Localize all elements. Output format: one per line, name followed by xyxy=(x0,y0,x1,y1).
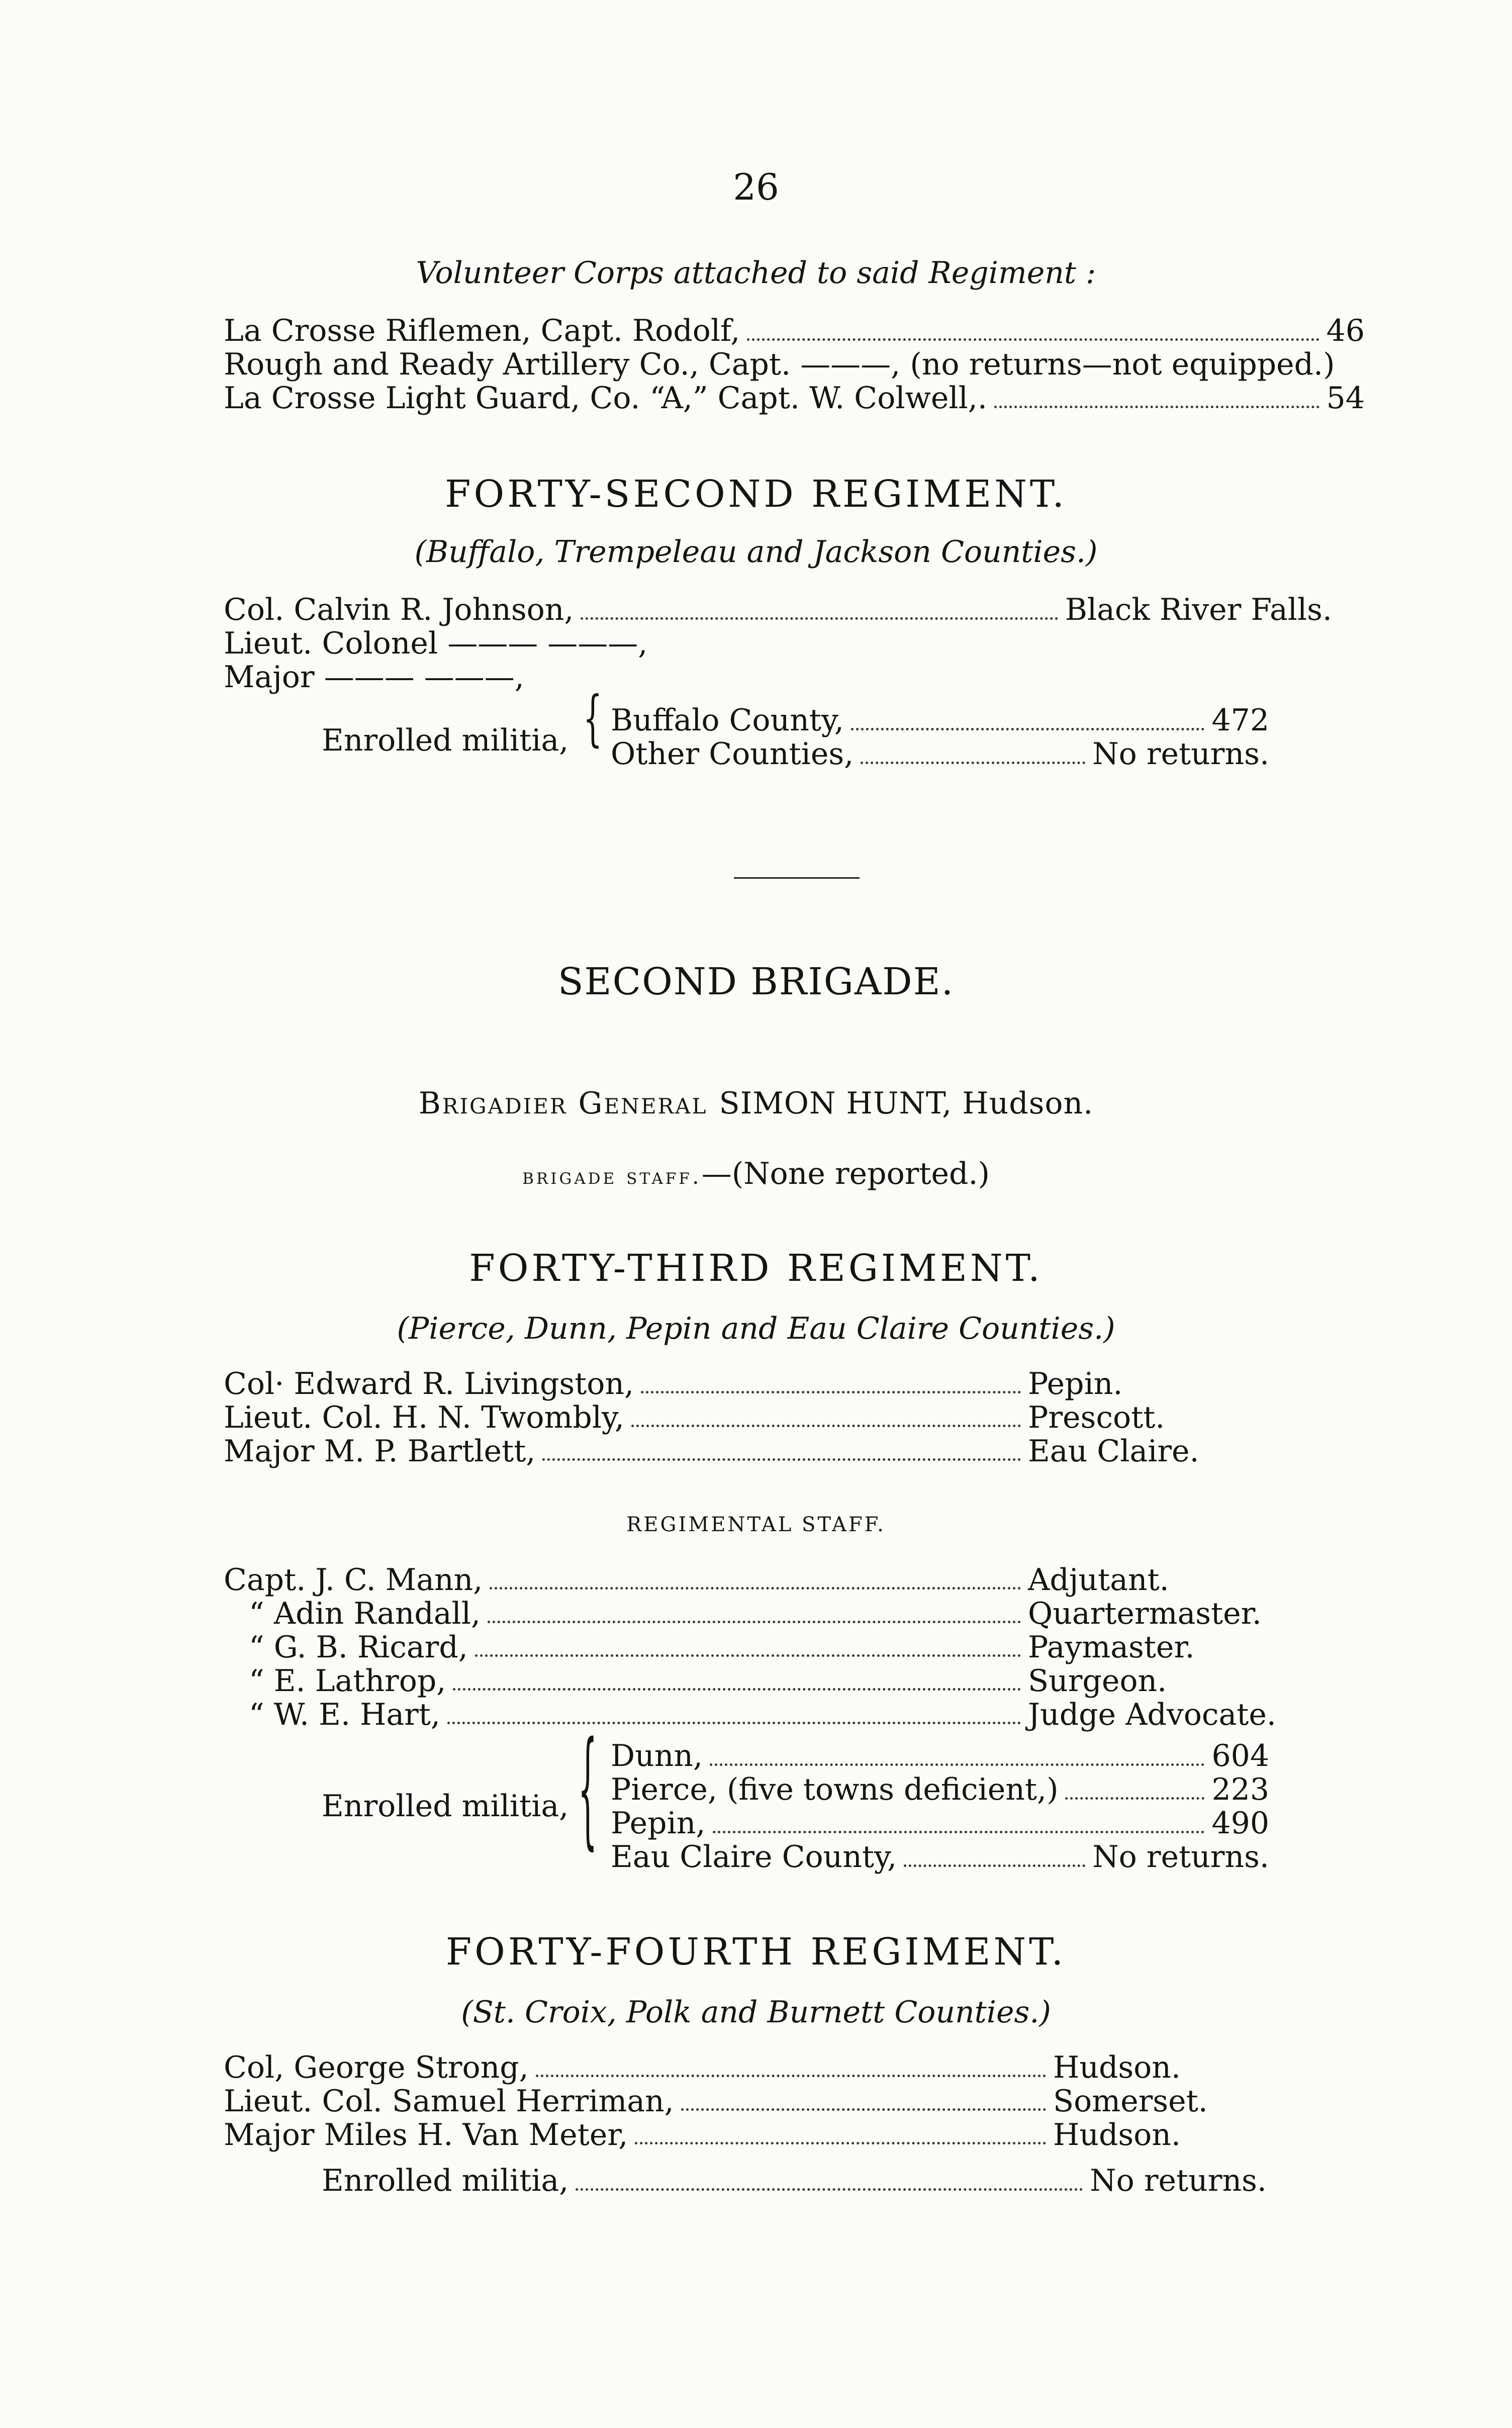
militia-count: No returns. xyxy=(1090,2163,1267,2198)
volunteer-value: 54 xyxy=(1326,381,1365,416)
officer-name: Major Miles H. Van Meter, xyxy=(224,2117,628,2153)
dot-leader xyxy=(581,617,1058,620)
officer-row xyxy=(224,2118,1194,2152)
officer-place: Hudson. xyxy=(1053,2050,1181,2085)
staff-row xyxy=(249,1698,1304,1731)
staff-role: Surgeon. xyxy=(1028,1663,1167,1699)
officer-row xyxy=(224,1434,1199,1469)
officer-name: Col. Calvin R. Johnson, xyxy=(224,592,574,627)
dot-leader xyxy=(681,2085,1046,2111)
dot-leader xyxy=(447,1698,1021,1724)
brigade-general xyxy=(0,1086,1512,1121)
officer-row xyxy=(224,1400,1165,1435)
volunteer-label: La Crosse Riflemen, Capt. Rodolf, xyxy=(224,313,740,348)
dot-leader xyxy=(994,406,1319,408)
staff-name: “ W. E. Hart, xyxy=(249,1697,440,1732)
militia-count: 490 xyxy=(1211,1806,1269,1841)
staff-label: brigade staff. xyxy=(522,1164,702,1189)
volunteer-heading: Volunteer Corps attached to said Regiment : xyxy=(416,255,1096,291)
officer-place: Eau Claire. xyxy=(1028,1434,1199,1469)
general-name: SIMON HUNT, Hudson. xyxy=(719,1086,1094,1121)
staff-role: Adjutant. xyxy=(1028,1562,1169,1598)
volunteer-label: Rough and Ready Artillery Co., Capt. ———, (no returns—not equipped.) xyxy=(224,347,1335,382)
regiment-counties: (Buffalo, Trempeleau and Jackson Counties.) xyxy=(414,534,1098,570)
officer-entry xyxy=(224,2085,1053,2118)
officer-row xyxy=(224,593,1332,627)
dot-leader xyxy=(641,1367,1021,1393)
militia-count: 472 xyxy=(1211,703,1269,738)
dot-leader xyxy=(453,1664,1021,1691)
staff-entry xyxy=(249,1664,1028,1698)
dot-leader xyxy=(904,1864,1085,1867)
militia-county: Pepin, xyxy=(611,1806,706,1841)
staff-entry xyxy=(249,1597,1028,1630)
dot-leader xyxy=(861,762,1085,764)
regiment-title: FORTY-SECOND REGIMENT. xyxy=(445,473,1067,516)
dot-leader xyxy=(747,338,1319,341)
dot-leader xyxy=(710,1763,1204,1766)
staff-entry xyxy=(249,1631,1028,1664)
staff-name: “ G. B. Ricard, xyxy=(249,1630,468,1665)
officer-name: Major M. P. Bartlett, xyxy=(224,1434,536,1469)
staff-row xyxy=(249,1631,1279,1664)
officer-place: Pepin. xyxy=(1028,1366,1123,1402)
dot-leader xyxy=(576,2188,1083,2191)
militia-count: 604 xyxy=(1211,1738,1269,1773)
militia-row xyxy=(322,2164,1267,2198)
militia-count: No returns. xyxy=(1092,736,1269,772)
dot-leader xyxy=(488,1597,1021,1623)
staff-name: Capt. J. C. Mann, xyxy=(224,1562,483,1598)
militia-label: Enrolled militia, xyxy=(322,723,569,758)
staff-name: “ Adin Randall, xyxy=(249,1596,481,1631)
volunteer-row xyxy=(224,382,1365,415)
regiment-counties: (St. Croix, Polk and Burnett Counties.) xyxy=(461,1995,1051,2030)
regiment-title: FORTY-FOURTH REGIMENT. xyxy=(445,1930,1067,1974)
officer-entry xyxy=(224,2051,1053,2084)
brace: { xyxy=(578,1716,598,1863)
dot-leader xyxy=(490,1563,1021,1590)
dot-leader xyxy=(1065,1797,1204,1800)
dot-leader xyxy=(475,1631,1021,1657)
officer-place: Prescott. xyxy=(1028,1400,1165,1435)
officer-entry xyxy=(224,1435,1028,1468)
staff-row xyxy=(249,1597,1279,1630)
section-divider xyxy=(734,877,860,879)
officer-name: Major ——— ———, xyxy=(224,660,524,695)
dot-leader xyxy=(542,1435,1021,1461)
officer-entry xyxy=(224,1401,1028,1434)
brigade-title: SECOND BRIGADE. xyxy=(557,960,955,1003)
staff-entry xyxy=(249,1698,1028,1731)
dot-leader xyxy=(631,1401,1021,1427)
staff-entry xyxy=(224,1563,1028,1597)
militia-county: Dunn, xyxy=(611,1738,703,1773)
officer-place: Black River Falls. xyxy=(1065,592,1332,627)
militia-county: Other Counties, xyxy=(611,736,854,772)
officer-name: Lieut. Col. Samuel Herriman, xyxy=(224,2084,674,2119)
staff-row xyxy=(224,1563,1279,1597)
staff-role: Quartermaster. xyxy=(1028,1596,1262,1631)
militia-row xyxy=(611,1807,1269,1840)
militia-count: No returns. xyxy=(1092,1839,1269,1875)
militia-label: Enrolled militia, xyxy=(322,2163,569,2198)
dot-leader xyxy=(713,1831,1205,1833)
staff-name: “ E. Lathrop, xyxy=(249,1663,446,1699)
militia-county: Pierce, (five towns deficient,) xyxy=(611,1772,1059,1807)
staff-row xyxy=(249,1664,1279,1698)
officer-name: Col· Edward R. Livingston, xyxy=(224,1366,634,1402)
volunteer-value: 46 xyxy=(1326,313,1365,348)
dot-leader xyxy=(851,728,1205,730)
general-rank: Brigadier General xyxy=(418,1086,708,1121)
officer-row xyxy=(224,2051,1194,2084)
militia-label: Enrolled militia, xyxy=(322,1789,569,1824)
page-number: 26 xyxy=(733,166,779,208)
officer-entry xyxy=(224,1367,1028,1400)
brace: { xyxy=(583,684,603,754)
militia-count: 223 xyxy=(1211,1772,1269,1807)
staff-role: Paymaster. xyxy=(1028,1630,1195,1665)
staff-role: Judge Advocate. xyxy=(1028,1697,1276,1732)
militia-county: Buffalo County, xyxy=(611,703,844,738)
militia-row xyxy=(611,1739,1269,1773)
volunteer-row xyxy=(224,314,1365,348)
militia-row xyxy=(611,1773,1269,1807)
officer-name: Col, George Strong, xyxy=(224,2050,529,2085)
officer-place: Hudson. xyxy=(1053,2117,1181,2153)
officer-name: Lieut. Colonel ——— ———, xyxy=(224,626,648,661)
brigade-staff xyxy=(0,1156,1512,1191)
militia-row xyxy=(611,737,1269,771)
dot-leader xyxy=(536,2051,1046,2077)
militia-county: Eau Claire County, xyxy=(611,1839,897,1875)
staff-note: —(None reported.) xyxy=(701,1156,990,1191)
staff-heading: REGIMENTAL STAFF. xyxy=(626,1513,886,1536)
officer-place: Somerset. xyxy=(1053,2084,1208,2119)
officer-entry xyxy=(224,2118,1053,2152)
officer-row xyxy=(224,2084,1208,2119)
regiment-title: FORTY-THIRD REGIMENT. xyxy=(469,1247,1043,1290)
officer-row xyxy=(224,1367,1156,1400)
militia-row xyxy=(611,704,1269,737)
militia-row xyxy=(611,1840,1269,1874)
dot-leader xyxy=(635,2118,1046,2144)
regiment-counties: (Pierce, Dunn, Pepin and Eau Claire Counties.) xyxy=(397,1311,1115,1346)
volunteer-label: La Crosse Light Guard, Co. “A,” Capt. W. Colwell,. xyxy=(224,381,987,416)
officer-name: Lieut. Col. H. N. Twombly, xyxy=(224,1400,624,1435)
